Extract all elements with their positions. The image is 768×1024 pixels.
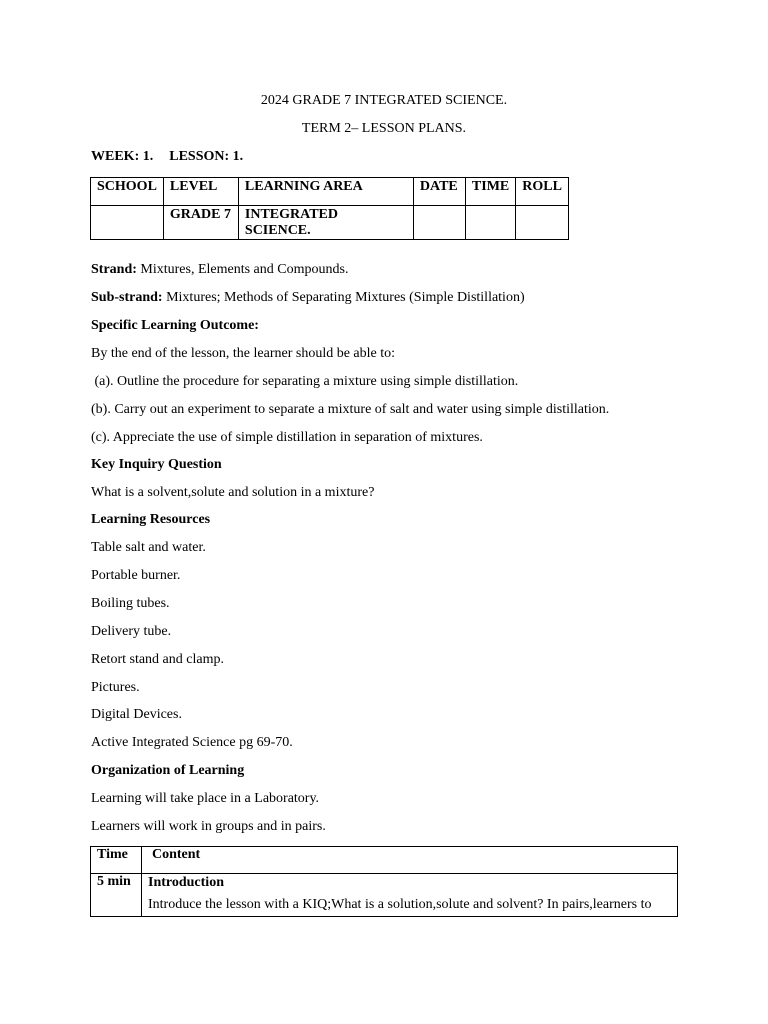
organization-item: Learners will work in groups and in pairs. [91, 819, 326, 834]
header-school: SCHOOL [91, 178, 164, 206]
header-date: DATE [413, 178, 465, 206]
header-roll: ROLL [516, 178, 569, 206]
row-text: Introduce the lesson with a KIQ;What is a solution,solute and solvent? In pairs,learners to [148, 897, 652, 912]
cell-roll [516, 206, 569, 240]
week-label: WEEK: 1. [91, 149, 154, 164]
row-title: Introduction [148, 875, 224, 890]
strand-label: Strand: [91, 262, 137, 277]
row-content [142, 874, 678, 917]
cell-date [413, 206, 465, 240]
document-subtitle: TERM 2– LESSON PLANS. [301, 121, 467, 136]
header-content: Content [142, 847, 678, 874]
inquiry-heading: Key Inquiry Question [91, 457, 222, 472]
outcome-intro: By the end of the lesson, the learner should be able to: [91, 346, 396, 361]
resource-item: Boiling tubes. [91, 596, 170, 611]
week-lesson-line [91, 149, 243, 165]
resources-heading: Learning Resources [91, 512, 211, 527]
header-level: LEVEL [163, 178, 238, 206]
cell-level: GRADE 7 [163, 206, 238, 240]
lesson-plan-table [90, 846, 678, 917]
organization-heading: Organization of Learning [91, 763, 245, 778]
inquiry-question: What is a solvent,solute and solution in a mixture? [91, 485, 375, 500]
header-time: Time [91, 847, 142, 874]
organization-item: Learning will take place in a Laboratory. [91, 791, 320, 806]
table-row [91, 206, 569, 240]
resource-item: Portable burner. [91, 568, 181, 583]
strand-value: Mixtures, Elements and Compounds. [140, 262, 349, 277]
table-row [91, 874, 678, 917]
row-time: 5 min [91, 874, 142, 917]
outcome-item: (c). Appreciate the use of simple distillation in separation of mixtures. [91, 430, 483, 445]
cell-learning-area: INTEGRATED SCIENCE. [238, 206, 413, 240]
resource-item: Delivery tube. [91, 624, 172, 639]
header-time: TIME [465, 178, 515, 206]
outcome-item: (a). Outline the procedure for separating a mixture using simple distillation. [91, 374, 519, 389]
cell-time [465, 206, 515, 240]
resource-item: Table salt and water. [91, 540, 206, 555]
table-header-row [91, 847, 678, 874]
resource-item: Active Integrated Science pg 69-70. [91, 735, 293, 750]
lesson-info-table [90, 177, 569, 240]
header-learning-area: LEARNING AREA [238, 178, 413, 206]
table-header-row [91, 178, 569, 206]
strand-line [91, 262, 348, 278]
sub-strand-line [91, 290, 525, 306]
sub-strand-value: Mixtures; Methods of Separating Mixtures (Simple Distillation) [166, 290, 525, 305]
resource-item: Retort stand and clamp. [91, 652, 224, 667]
document-title: 2024 GRADE 7 INTEGRATED SCIENCE. [260, 93, 508, 108]
outcome-item: (b). Carry out an experiment to separate a mixture of salt and water using simple distillation. [91, 402, 610, 417]
outcome-heading: Specific Learning Outcome: [91, 318, 259, 333]
resource-item: Pictures. [91, 680, 140, 695]
lesson-label: LESSON: 1. [169, 149, 244, 164]
cell-school [91, 206, 164, 240]
sub-strand-label: Sub-strand: [91, 290, 163, 305]
resource-item: Digital Devices. [91, 707, 182, 722]
